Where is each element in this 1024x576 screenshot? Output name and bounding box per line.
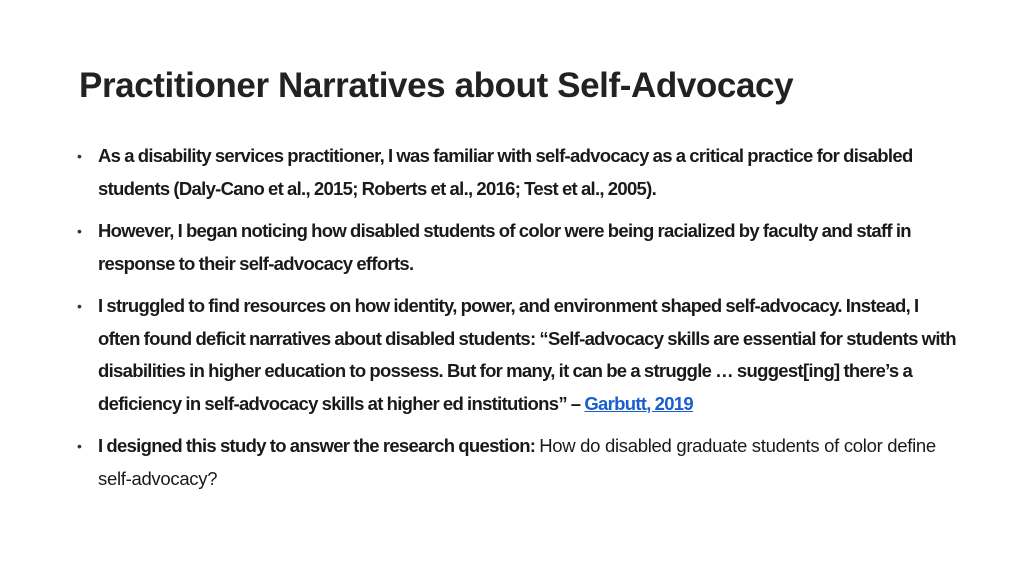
bullet-text: However, I began noticing how disabled students of color were being racialized by faculty and staff in response to their self-advocacy efforts. [98,220,911,274]
research-question: How do disabled graduate students of color define self-advocacy? [98,435,936,489]
bullet-dot-icon: • [77,298,82,314]
bullet-text: As a disability services practitioner, I was familiar with self-advocacy as a critical practice for disabled students (Daly-Cano et al., 2015; Roberts et al., 2016; Test et al., 2005). [98,145,913,199]
bullet-list [77,140,957,505]
citation-link[interactable]: Garbutt, 2019 [584,392,693,414]
bullet-text: I designed this study to answer the research question: [98,435,540,456]
bullet-text: I struggled to find resources on how identity, power, and environment shaped self-advocacy. Instead, I often found deficit narratives about disabled students: “Self-advocacy skills are essential for students with disabilities in higher education to possess. But for many, it can be a struggle … suggest[ing] there’s a deficiency in self-advocacy skills at higher ed institutions” – [98,295,956,414]
bullet-dot-icon: • [77,148,82,164]
bullet-item [77,215,957,280]
slide-title: Practitioner Narratives about Self-Advocacy [79,66,794,105]
bullet-item [77,290,957,420]
bullet-item [77,140,957,205]
bullet-item [77,430,957,495]
bullet-dot-icon: • [77,223,82,239]
bullet-dot-icon: • [77,438,82,454]
